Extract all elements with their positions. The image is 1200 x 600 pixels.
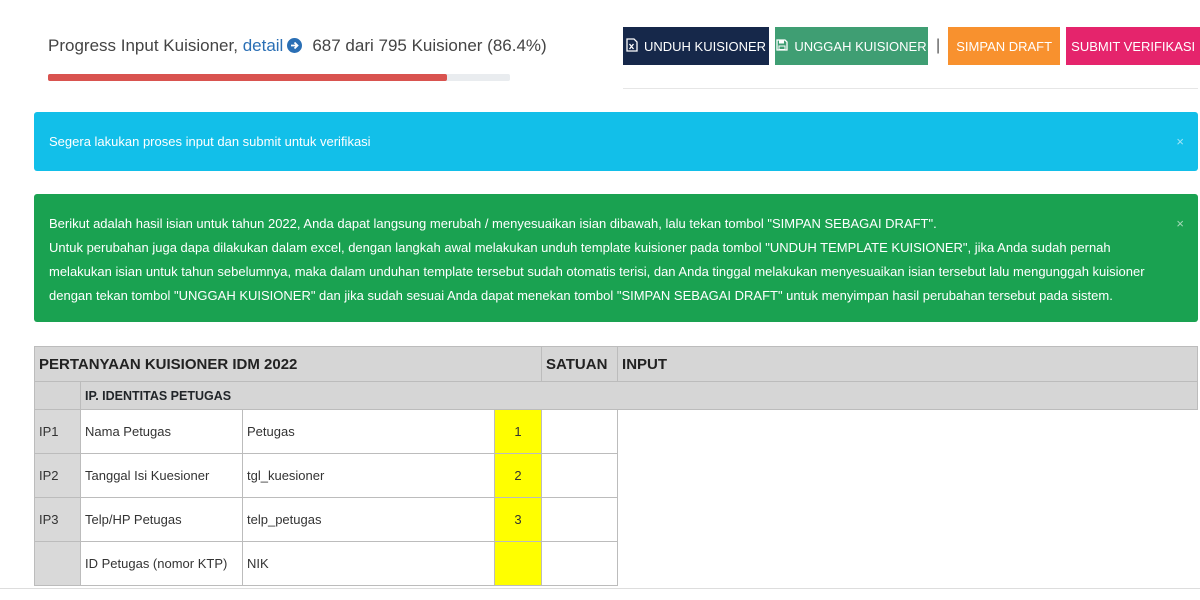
header-unit: SATUAN <box>542 347 618 382</box>
close-icon[interactable]: × <box>1176 134 1184 149</box>
row-input-cell[interactable] <box>542 410 618 454</box>
info-alert <box>34 112 1198 171</box>
progress-bar-fill <box>48 74 447 81</box>
section-title: IP. IDENTITAS PETUGAS <box>81 382 1198 410</box>
row-question: Tanggal Isi Kuesioner <box>81 454 243 498</box>
row-code: IP2 <box>35 454 81 498</box>
download-label: UNDUH KUISIONER <box>643 38 767 54</box>
row-number: 2 <box>495 454 542 498</box>
detail-link[interactable]: detail <box>242 36 284 55</box>
toolbar-separator: | <box>936 37 941 54</box>
arrow-right-circle-icon[interactable] <box>287 38 302 53</box>
row-question: Nama Petugas <box>81 410 243 454</box>
upload-questionnaire-button[interactable] <box>775 27 928 65</box>
toolbar-divider <box>623 88 1198 89</box>
upload-label: UNGGAH KUISIONER <box>794 38 927 54</box>
progress-text <box>48 36 547 56</box>
row-code: IP1 <box>35 410 81 454</box>
toolbar <box>623 27 1200 65</box>
row-number: 1 <box>495 410 542 454</box>
table-header <box>35 347 1198 382</box>
row-number <box>495 542 542 586</box>
row-code <box>35 542 81 586</box>
row-input-cell[interactable] <box>542 454 618 498</box>
row-input-cell[interactable] <box>542 542 618 586</box>
download-questionnaire-button[interactable] <box>623 27 769 65</box>
row-code: IP3 <box>35 498 81 542</box>
section-row <box>35 382 1198 410</box>
header-input: INPUT <box>618 347 1198 382</box>
progress-label: Progress Input Kuisioner, <box>48 36 238 55</box>
row-input-cell[interactable] <box>542 498 618 542</box>
progress-bar <box>48 74 510 81</box>
success-alert-line-1: Berikut adalah hasil isian untuk tahun 2022, Anda dapat langsung merubah / menyesuaikan isian dibawah, lalu tekan tombol "SIMPAN SEBAGAI DRAFT". <box>49 216 937 231</box>
save-disk-icon <box>776 39 788 54</box>
row-unit: telp_petugas <box>243 498 495 542</box>
row-unit: Petugas <box>243 410 495 454</box>
submit-verification-button[interactable]: SUBMIT VERIFIKASI <box>1066 27 1200 65</box>
progress-panel <box>48 36 547 81</box>
row-unit: NIK <box>243 542 495 586</box>
page-bottom-divider <box>0 588 1200 589</box>
row-question: Telp/HP Petugas <box>81 498 243 542</box>
save-draft-button[interactable]: SIMPAN DRAFT <box>948 27 1060 65</box>
info-alert-text: Segera lakukan proses input dan submit untuk verifikasi <box>49 134 371 149</box>
row-unit: tgl_kuesioner <box>243 454 495 498</box>
header-question: PERTANYAAN KUISIONER IDM 2022 <box>35 347 542 382</box>
success-alert-line-2: Untuk perubahan juga dapa dilakukan dalam excel, dengan langkah awal melakukan unduh template kuisioner pada tombol "UNDUH TEMPLATE KUISIONER", jika Anda sudah pernah melakukan isian untuk tahun sebelumnya, maka dalam unduhan template tersebut sudah otomatis terisi, dan Anda tinggal melakukan menyesuaikan isian tersebut lalu mengunggah kuisioner dengan tekan tombol "UNGGAH KUISIONER" dan jika sudah sesuai Anda dapat menekan tombol "SIMPAN SEBAGAI DRAFT" untuk menyimpan hasil perubahan tersebut pada sistem. <box>49 240 1145 303</box>
row-number: 3 <box>495 498 542 542</box>
row-question: ID Petugas (nomor KTP) <box>81 542 243 586</box>
success-alert <box>34 194 1198 322</box>
progress-summary: 687 dari 795 Kuisioner (86.4%) <box>312 36 547 55</box>
close-icon[interactable]: × <box>1176 216 1184 231</box>
table-row <box>35 410 1198 454</box>
questionnaire-table <box>34 346 1198 586</box>
input-area <box>618 410 1198 586</box>
excel-file-icon <box>626 38 638 55</box>
